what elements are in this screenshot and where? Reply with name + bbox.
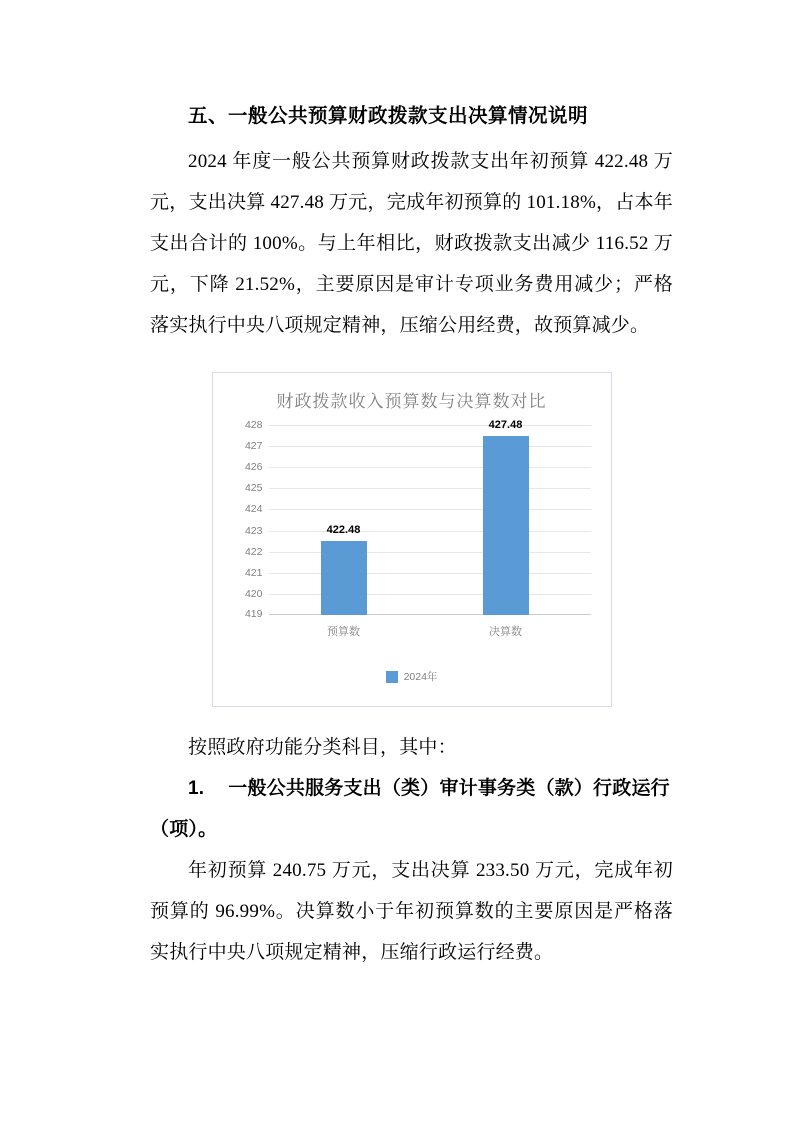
- chart-plot-area: [244, 419, 591, 638]
- bar-budget: [321, 524, 367, 638]
- legend-label: 2024年: [403, 671, 438, 683]
- list-item-title: 一般公共服务支出（类）审计事务类（款）行政运行（项）。: [150, 778, 670, 840]
- paragraph-budget-summary: 2024 年度一般公共预算财政拨款支出年初预算 422.48 万元，支出决算 427.48 万元，完成年初预算的 101.18%，占本年支出合计的 100%。与上年相比，财政拨款支出减少 116.52 万元，下降 21.52%，主要原因是审计专项业务费用减少；严格落实执行中央八项规定精神，压缩公用经费，故预算减少。: [150, 151, 673, 336]
- section-heading: 五、一般公共预算财政拨款支出决算情况说明: [188, 105, 589, 127]
- bar-category-label: 预算数: [327, 626, 360, 638]
- bar-value-label: 422.48: [326, 524, 361, 537]
- paragraph-item-1-detail: 年初预算 240.75 万元，支出决算 233.50 万元，完成年初预算的 96.99%。决算数小于年初预算数的主要原因是严格落实执行中央八项规定精神，压缩行政运行经费。: [150, 860, 673, 963]
- x-axis-line: [244, 608, 591, 620]
- bar-value-label: 427.48: [488, 419, 523, 432]
- y-tick-label: 422: [244, 545, 263, 558]
- paragraph-function-classification: 按照政府功能分类科目，其中：: [188, 737, 457, 758]
- chart-title: 财政拨款收入预算数与决算数对比: [276, 392, 547, 411]
- y-tick-label: 428: [244, 419, 263, 431]
- y-tick-label: 421: [244, 566, 263, 579]
- list-item-number: 1.: [188, 778, 205, 799]
- chart-legend: [213, 669, 611, 684]
- y-tick-label: 424: [244, 503, 263, 516]
- y-tick-label: 423: [244, 524, 263, 537]
- y-tick-label: 420: [244, 587, 263, 600]
- chart-container: [150, 372, 673, 707]
- list-item-1-heading: [150, 768, 673, 850]
- y-tick-label: 425: [244, 482, 263, 495]
- bar-chart: [212, 372, 612, 707]
- y-tick-label: 427: [244, 440, 263, 453]
- bar-category-label: 决算数: [489, 626, 522, 638]
- y-tick-label: 419: [244, 608, 263, 620]
- y-tick-label: 426: [244, 461, 263, 474]
- bar-final: [483, 419, 529, 638]
- legend-color-swatch: [386, 671, 398, 683]
